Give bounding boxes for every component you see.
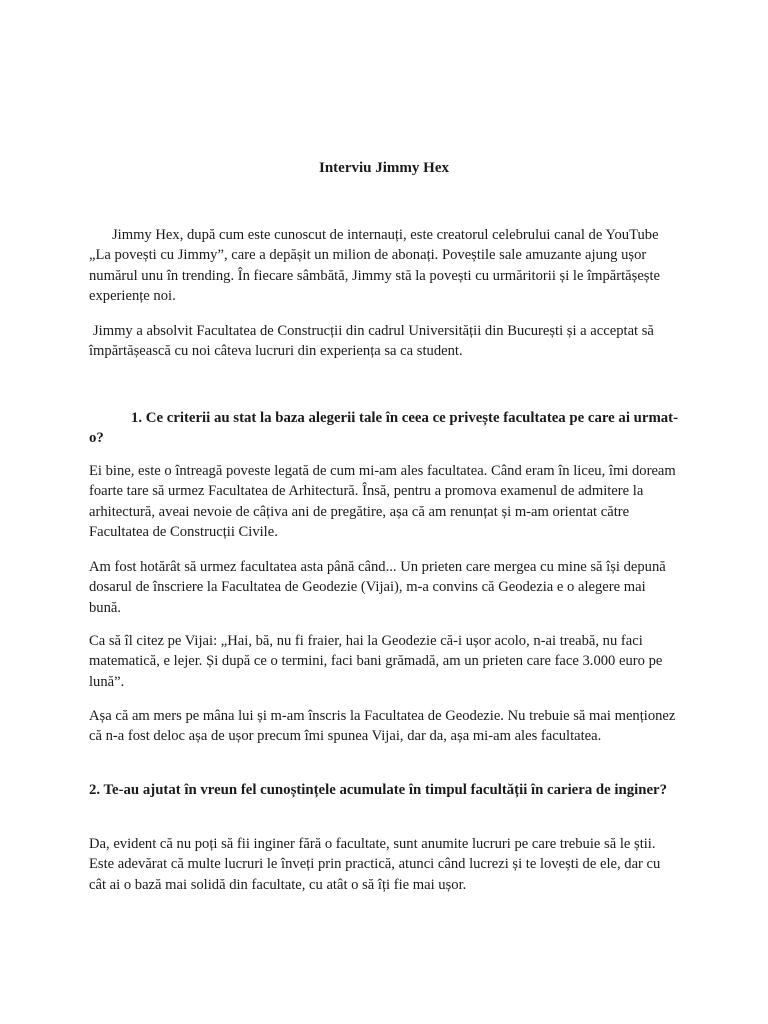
answer-paragraph: Ca să îl citez pe Vijai: „Hai, bă, nu fi fraier, hai la Geodezie că-i ușor acolo, n-ai treabă, nu faci matematică, e lejer. Și după ce o termini, faci bani grămadă, am un prieten care face 3.000 euro pe lună”. bbox=[89, 633, 663, 690]
question-heading: 1. Ce criterii au stat la baza alegerii tale în ceea ce privește facultatea pe care ai urmat-o? bbox=[89, 410, 679, 447]
page-title: Interviu Jimmy Hex bbox=[319, 160, 449, 176]
question-heading: 2. Te-au ajutat în vreun fel cunoștințele acumulate în timpul facultății în cariera de inginer? bbox=[89, 782, 668, 798]
intro-paragraph: Jimmy Hex, după cum este cunoscut de internauți, este creatorul celebrului canal de YouTube „La povești cu Jimmy”, care a depășit un milion de abonați. Poveștile sale amuzante ajung ușor numărul unu în trending. În fiecare sâmbătă, Jimmy stă la povești cu urmăritorii și le împărtășește experiențe noi. bbox=[89, 227, 661, 304]
answer-paragraph: Așa că am mers pe mâna lui și m-am înscris la Facultatea de Geodezie. Nu trebuie să mai menționez că n-a fost deloc așa de ușor precum îmi spunea Vijai, dar da, așa mi-am ales facultatea. bbox=[89, 708, 676, 745]
answer-paragraph: Am fost hotărât să urmez facultatea asta până când... Un prieten care mergea cu mine să își depună dosarul de înscriere la Facultatea de Geodezie (Vijai), m-a convins că Geodezia e o alegere mai bună. bbox=[89, 559, 666, 616]
answer-paragraph: Ei bine, este o întreagă poveste legată de cum mi-am ales facultatea. Când eram în liceu, îmi doream foarte tare să urmez Facultatea de Arhitectură. Însă, pentru a promova examenul de admitere la arhitectură, aveai nevoie de câțiva ani de pregătire, așa că am renunțat și m-am orientat către Facultatea de Construcții Civile. bbox=[89, 463, 676, 540]
intro-paragraph: Jimmy a absolvit Facultatea de Construcții din cadrul Universității din București și a acceptat să împărtășească cu noi câteva lucruri din experiența sa ca student. bbox=[89, 323, 654, 360]
answer-paragraph: Da, evident că nu poți să fii inginer fără o facultate, sunt anumite lucruri pe care trebuie să le știi. Este adevărat că multe lucruri le înveți prin practică, atunci când lucrezi și te lovești de ele, dar cu cât ai o bază mai solidă din facultate, cu atât o să îți fie mai ușor. bbox=[89, 836, 661, 893]
